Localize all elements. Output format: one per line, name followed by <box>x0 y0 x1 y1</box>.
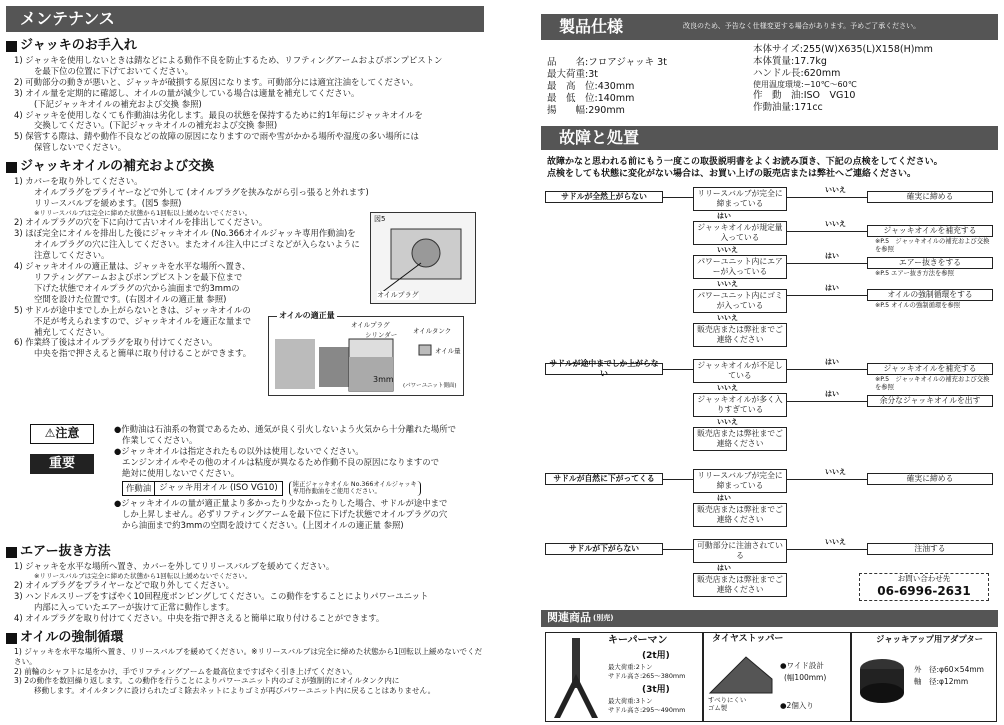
spec-note-line: 専用作動油をご使用ください。 <box>292 488 381 496</box>
level-tank-label: オイルタンク <box>413 327 452 335</box>
related-sub: (別売) <box>593 613 614 622</box>
level-cylinder-label: シリンダー <box>365 331 398 339</box>
product-adapter <box>851 632 997 722</box>
spec-note-line: 純正ジャッキオイル No.366オイルジャッキ <box>292 480 417 488</box>
product-1-variant-b: (3t用) <box>642 685 670 695</box>
product-keeperman <box>545 632 703 722</box>
inquiry-box <box>859 573 989 601</box>
related-bar <box>541 610 998 627</box>
oil-heading: ジャッキオイルの補充および交換 <box>6 159 484 176</box>
yes-label: はい <box>825 358 839 366</box>
yes-label: はい <box>717 494 731 502</box>
spec-note <box>289 481 421 496</box>
yes-label: はい <box>825 252 839 260</box>
oil-line: リフティングアームおよびポンプピストンを最下位まで <box>34 271 243 282</box>
caution-line: 作業してください。 <box>122 434 198 445</box>
caution-line: しか上昇しません。必ずリフティングアームを最下位に下げた状態でオイルプラグの穴 <box>122 508 448 519</box>
oil-level-title: オイルの適正量 <box>279 311 335 320</box>
spec-line: 作動油量:171cc <box>753 101 823 113</box>
spec-line: 本体サイズ:255(W)X635(L)X158(H)mm <box>753 44 933 55</box>
caution-line: ●作動油は石油系の物質であるため、通気が良く引火しないよう火気から十分離れた場所で <box>114 424 456 434</box>
connector <box>663 197 693 198</box>
caution-line: エンジンオイルやその他のオイルは粘度が異なるため作動不良の原因になりますので <box>122 456 439 467</box>
product-1-b-height: サドル高さ:295〜490mm <box>608 706 686 714</box>
oil-line: 中央を指で押さえると簡単に取り付けることができます。 <box>34 348 252 359</box>
spec-line: 品 名:フロアジャッキ 3t <box>547 57 667 68</box>
air-line: 1) ジャッキを水平な場所へ置き、カバーを外してリリースバルブを緩めてください。 <box>14 560 335 571</box>
circ-line: 移動します。オイルタンクに設けられたゴミ除去ネットによりゴミが再びパワーユニット内に戻ることはありません。 <box>34 686 436 696</box>
check-oil-short: ジャッキオイルが不足している <box>693 359 787 383</box>
oil-line: 2) オイルプラグの穴を下に向けて古いオイルを排出してください。 <box>14 217 268 228</box>
oil-note: ※リリースバルブは完全に締めた状態から1回転以上緩めないでください。 <box>34 208 252 217</box>
oil-line: 不足が考えられますので、ジャッキオイルを適正な量まで <box>34 315 251 326</box>
product-3-outer: 外 径:φ60×54mm <box>914 665 984 674</box>
oil-line: 補充してください。 <box>34 326 110 337</box>
connector <box>787 369 867 370</box>
care-line: 3) オイル量を定期的に確認し、オイルの量が減少している場合は適量を補充してください。 <box>14 87 360 98</box>
spec-line: 揚 幅:290mm <box>547 104 625 116</box>
trouble-flowchart <box>541 183 998 598</box>
no-label: いいえ <box>825 538 846 546</box>
oil-block-4 <box>14 261 254 337</box>
connector <box>787 549 867 550</box>
contact-dealer: 販売店または弊社までご連絡ください <box>693 323 787 347</box>
circ-list <box>14 647 484 696</box>
symptom-sinking: サドルが自然に下がってくる <box>545 473 663 485</box>
contact-dealer-3: 販売店または弊社までご連絡ください <box>693 503 787 527</box>
caution-line: ●ジャッキオイルの量が適正量より多かったり少なかったりした場合、サドルが途中まで <box>114 497 448 508</box>
connector <box>663 369 693 370</box>
action-tighten-2: 確実に締める <box>867 473 993 485</box>
connector <box>787 231 867 232</box>
spec-line: ハンドル長:620mm <box>753 67 841 79</box>
product-2-feature-2: ●2個入り <box>780 701 814 710</box>
product-1-a-load: 最大荷重:2トン <box>608 663 653 671</box>
no-label: いいえ <box>717 314 738 322</box>
specs-column <box>541 0 998 714</box>
no-label: いいえ <box>717 246 738 254</box>
connector <box>663 479 693 480</box>
contact-dealer-4: 販売店または弊社までご連絡ください <box>693 573 787 597</box>
check-dust: パワーユニット内にゴミが入っている <box>693 289 787 313</box>
spec-line: 最 低 位:140mm <box>547 92 635 104</box>
specs-title: 製品仕様 <box>559 16 624 36</box>
level-amount-label: オイル量 <box>435 347 461 355</box>
maintenance-title: メンテナンス <box>6 6 484 32</box>
related-title: 関連商品 <box>547 611 591 625</box>
air-line: 4) オイルプラグを取り付けてください。中央を指で押さえると簡単に取り付けることができます。 <box>14 613 385 624</box>
yes-label: はい <box>825 284 839 292</box>
check-air: パワーユニット内にエアーが入っている <box>693 255 787 279</box>
connector <box>787 479 867 480</box>
circ-heading: オイルの強制循環 <box>6 630 484 647</box>
jack-stand-image <box>548 634 604 722</box>
product-2-material: すべりにくいゴム製 <box>708 696 747 712</box>
oil-line: オイルプラグの穴に注入してください。またオイル注入中にゴミなどが入らないように <box>34 239 360 250</box>
important-badge: 重要 <box>30 454 94 474</box>
connector <box>787 295 867 296</box>
circ-line: 3) 2の動作を数回繰り返します。この動作を行うことによりパワーユニット内のゴミが強制的にオイルタンク内に <box>14 676 400 686</box>
check-oil-amount: ジャッキオイルが規定量入っている <box>693 221 787 245</box>
no-label: いいえ <box>717 418 738 426</box>
refill-reference-2: ※P.5 ジャッキオイルの補充および交換を参照 <box>875 376 990 392</box>
product-2-width: (幅100mm) <box>784 673 827 682</box>
caution-labels <box>30 424 94 474</box>
check-oil-over: ジャッキオイルが多く入りすぎている <box>693 393 787 417</box>
oil-line: 注意してください。 <box>34 250 110 261</box>
product-1-b-load: 最大荷重:3トン <box>608 697 653 705</box>
maintenance-column <box>6 0 484 696</box>
air-list <box>14 561 484 624</box>
care-line: 5) 保管する際は、錆や動作不良などの故障の原因になりますので雨や雪がかかる場所や湿度の多い場所には <box>14 131 419 142</box>
specs-right <box>753 44 933 113</box>
oil-line: オイルプラグをプライヤーなどで外して (オイルプラグを挟みながら引っ張ると外れます) <box>34 187 369 197</box>
action-drain: 余分なジャッキオイルを出す <box>867 395 993 407</box>
care-line: 4) ジャッキを使用しなくても作動油は劣化します。最良の状態を保持するために約1年毎にジャッキオイルを <box>14 109 423 120</box>
care-list <box>14 55 484 153</box>
product-2-feature-1: ●ワイド設計 <box>780 661 824 670</box>
caution-badge <box>30 424 94 444</box>
air-note: ※リリースバルブは完全に締めた状態から1回転以上緩めないでください。 <box>34 571 252 580</box>
level-gap-label: 3mm <box>373 375 394 384</box>
air-heading: エアー抜き方法 <box>6 544 484 561</box>
figure-5-label: 図5 <box>374 215 386 223</box>
symptom-no-lower: サドルが下がらない <box>545 543 663 555</box>
intro-line: 故障かなと思われる前にもう一度この取扱説明書をよくお読み頂き、下記の点検をしてください。 <box>547 157 943 167</box>
specs-notice: 改良のため、予告なく仕様変更する場合があります。予めご了承ください。 <box>683 22 921 31</box>
circ-reference: ※P.5 オイルの強制循環を参照 <box>875 302 961 309</box>
caution-bullets <box>114 424 476 531</box>
no-label: いいえ <box>825 220 846 228</box>
oil-line: 下げた状態でオイルプラグの穴から油面まで約3mmの <box>34 282 240 293</box>
action-refill-2: ジャッキオイルを補充する <box>867 363 993 375</box>
action-circulate: オイルの強制循環をする <box>867 289 993 301</box>
product-3-name: ジャッキアップ用アダプター <box>876 634 983 644</box>
symptom-partial-rise: サドルが途中までしか上がらない <box>545 363 663 375</box>
check-lubrication: 可動部分に注油されている <box>693 539 787 563</box>
symptom-no-rise: サドルが全然上がらない <box>545 191 663 203</box>
product-3-shaft: 軸 径:φ12mm <box>914 677 969 686</box>
care-heading: ジャッキのお手入れ <box>6 38 484 55</box>
inquiry-phone: 06-6996-2631 <box>877 583 971 598</box>
refill-reference: ※P.5 ジャッキオイルの補充および交換を参照 <box>875 238 990 254</box>
product-1-variant-a: (2t用) <box>642 651 670 661</box>
caution-line: ●ジャッキオイルは指定されたもの以外は使用しないでください。 <box>114 445 364 456</box>
air-line: 3) ハンドルスリーブをすばやく10回程度ポンピングしてください。この動作をすることによりパワーユニット <box>14 591 429 602</box>
check-release-valve: リリースバルブが完全に締まっている <box>693 187 787 211</box>
spec-row <box>122 481 476 496</box>
air-reference: ※P.5 エアー抜き方法を参照 <box>875 270 954 277</box>
spec-line: 最大荷重:3t <box>547 68 598 80</box>
oil-line: 1) カバーを取り外してください。 <box>14 176 143 187</box>
no-label: いいえ <box>825 186 846 194</box>
air-line: 内部に入っていたエアーが抜けて正常に動作します。 <box>34 602 235 613</box>
level-plug-label: オイルプラグ <box>351 321 390 329</box>
care-line: 1) ジャッキを使用しないときは錆などによる動作不良を防止するため、リフティングアームおよびポンプピストン <box>14 54 443 65</box>
action-tighten: 確実に締める <box>867 191 993 203</box>
oil-line: 5) サドルが途中までしか上がらないときは、ジャッキオイルの <box>14 304 251 315</box>
spec-value: ジャッキ用オイル (ISO VG10) <box>155 481 283 496</box>
tire-stopper-image <box>706 649 776 699</box>
check-release-valve-2: リリースバルブが完全に締まっている <box>693 469 787 493</box>
connector <box>787 263 867 264</box>
product-1-name: キーパーマン <box>608 635 668 646</box>
warning-icon: ⚠ <box>44 426 56 441</box>
yes-label: はい <box>717 564 731 572</box>
action-refill: ジャッキオイルを補充する <box>867 225 993 237</box>
figure-5 <box>370 212 476 304</box>
care-line: 保管しないでください。 <box>34 142 127 153</box>
air-line: 2) オイルプラグをプライヤーなどで取り外してください。 <box>14 580 234 591</box>
spec-line: 作 動 油:ISO VG10 <box>753 89 856 101</box>
level-unit-label: (パワーユニット側面) <box>403 383 457 389</box>
spec-line: 本体質量:17.7kg <box>753 55 827 67</box>
product-1-a-height: サドル高さ:265〜380mm <box>608 672 686 680</box>
figure-5-plug-label: オイルプラグ <box>377 291 419 299</box>
specs-bar <box>541 14 998 40</box>
action-air-bleed: エアー抜きをする <box>867 257 993 269</box>
oil-line: 3) ほぼ完全にオイルを排出した後にジャッキオイル (No.366オイルジャッキ専用作動油)を <box>14 228 356 239</box>
care-line: 2) 可動部分の動きが悪いと、ジャッキが破損する原因になります。可動部分には適宜注油をしてください。 <box>14 76 419 87</box>
no-label: いいえ <box>717 280 738 288</box>
inquiry-label: お問い合わせ先 <box>897 574 951 583</box>
air-section <box>6 538 484 696</box>
connector <box>663 549 693 550</box>
intro-line: 点検をしても状態に変化がない場合は、お買い上げの販売店または弊社へご連絡ください。 <box>547 169 917 180</box>
care-line: を最下位の位置に下げておいてください。 <box>34 65 194 76</box>
care-line: 交換してください。(下記ジャッキオイルの補充および交換 参照) <box>34 120 278 131</box>
oil-line: リリースバルブを緩めます。(図5 参照) <box>34 197 182 208</box>
no-label: いいえ <box>717 384 738 392</box>
caution-text: 注意 <box>55 426 80 441</box>
caution-line: から油面まで約3mmの空間を設けてください。(上図オイルの適正量 参照) <box>122 519 404 530</box>
specs-left <box>547 57 667 116</box>
contact-dealer-2: 販売店または弊社までご連絡ください <box>693 427 787 451</box>
oil-line: 6) 作業終了後はオイルプラグを取り付けてください。 <box>14 337 218 348</box>
spec-key: 作動油 <box>122 481 155 496</box>
connector <box>787 197 867 198</box>
circ-line: 2) 前輪のシャフトに足をかけ、手でリフティングアームを最高位まですばやく引き上げてください。 <box>14 666 357 676</box>
yes-label: はい <box>717 212 731 220</box>
care-line: (下記ジャッキオイルの補充および交換 参照) <box>34 98 202 109</box>
spec-line: 最 高 位:430mm <box>547 80 635 92</box>
product-tire-stopper <box>703 632 851 722</box>
jack-closeup-image <box>371 213 475 303</box>
yes-label: はい <box>825 390 839 398</box>
circ-line: 1) ジャッキを水平な場所へ置き、リリースバルブを緩めてください。※リリースバルブは完全に締めた状態から1回転以上緩めないでください。 <box>14 646 483 666</box>
adapter-image <box>854 651 910 711</box>
product-2-name: タイヤストッパー <box>712 634 784 644</box>
connector <box>787 401 867 402</box>
caution-section <box>30 424 480 531</box>
trouble-title: 故障と処置 <box>541 126 998 150</box>
no-label: いいえ <box>825 468 846 476</box>
oil-level-figure <box>268 311 464 396</box>
trouble-intro <box>547 156 943 180</box>
caution-line: 絶対に使用しないでください。 <box>122 467 240 478</box>
action-lubricate: 注油する <box>867 543 993 555</box>
spec-line: 使用温度環境:−10℃〜60℃ <box>753 79 857 89</box>
oil-line: 4) ジャッキオイルの適正量は、ジャッキを水平な場所へ置き、 <box>14 260 251 271</box>
oil-line: 空間を設けた位置です。(右図オイルの適正量 参照) <box>34 293 227 304</box>
